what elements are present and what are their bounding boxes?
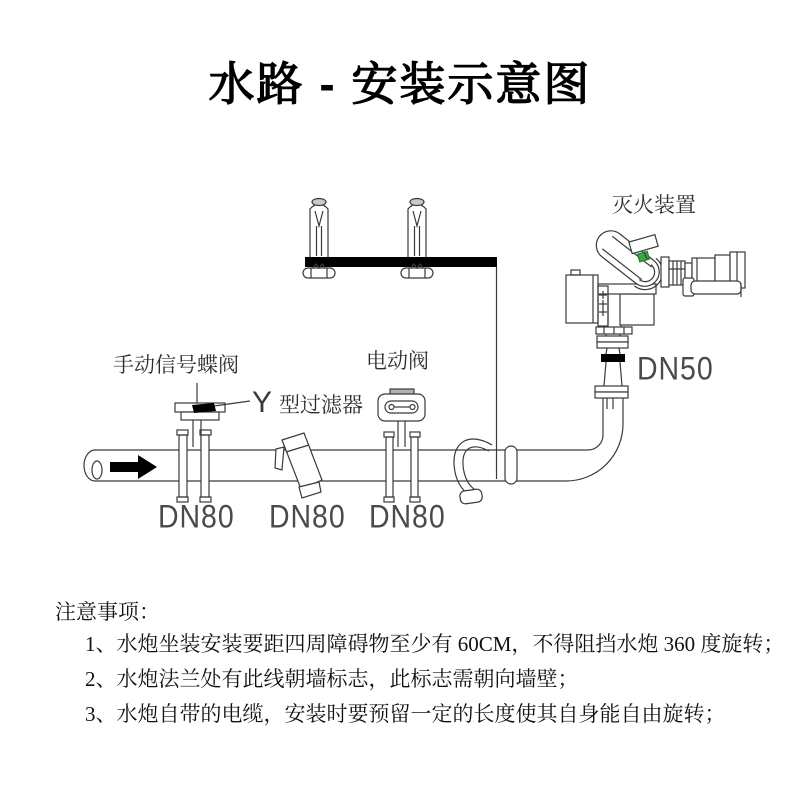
notes-heading: 注意事项： [55,600,160,624]
manual-valve-label: 手动信号蝶阀 [113,354,239,377]
fire-monitor [566,223,745,334]
y-strainer [275,433,322,498]
ceiling-bracket [303,199,497,480]
electric-valve-label: 电动阀 [366,350,429,373]
y-filter-text: 型过滤器 [279,394,364,417]
dn80-label-right: DN80 [369,498,446,535]
electric-valve [378,389,425,502]
dn50-label: DN50 [637,350,714,387]
bolt-marks [599,291,607,316]
note-item-1: 1、水炮坐装安装要距四周障碍物至少有 60CM，不得阻挡水炮 360 度旋转； [85,632,785,656]
note-item-3: 3、水炮自带的电缆，安装时要预留一定的长度使其自身能自由旋转； [85,702,726,726]
note-item-2: 2、水炮法兰处有此线朝墙标志，此标志需朝向墙壁； [85,667,579,691]
junction-box [566,270,598,323]
notes-section [55,597,790,732]
fire-device-label: 灭火装置 [612,194,696,217]
cable-hook [454,439,492,504]
dn80-label-left: DN80 [158,498,235,535]
dn80-label-middle: DN80 [269,498,346,535]
manual-butterfly-valve [175,383,250,502]
dn50-riser [595,330,628,409]
y-filter-label [252,386,363,420]
pipe-coupling-ring [505,446,517,484]
monitor-underrod [683,278,741,297]
page-title: 水路 - 安装示意图 [208,58,592,110]
flow-arrow-icon [110,455,157,479]
y-filter-symbol: Y [252,386,273,419]
